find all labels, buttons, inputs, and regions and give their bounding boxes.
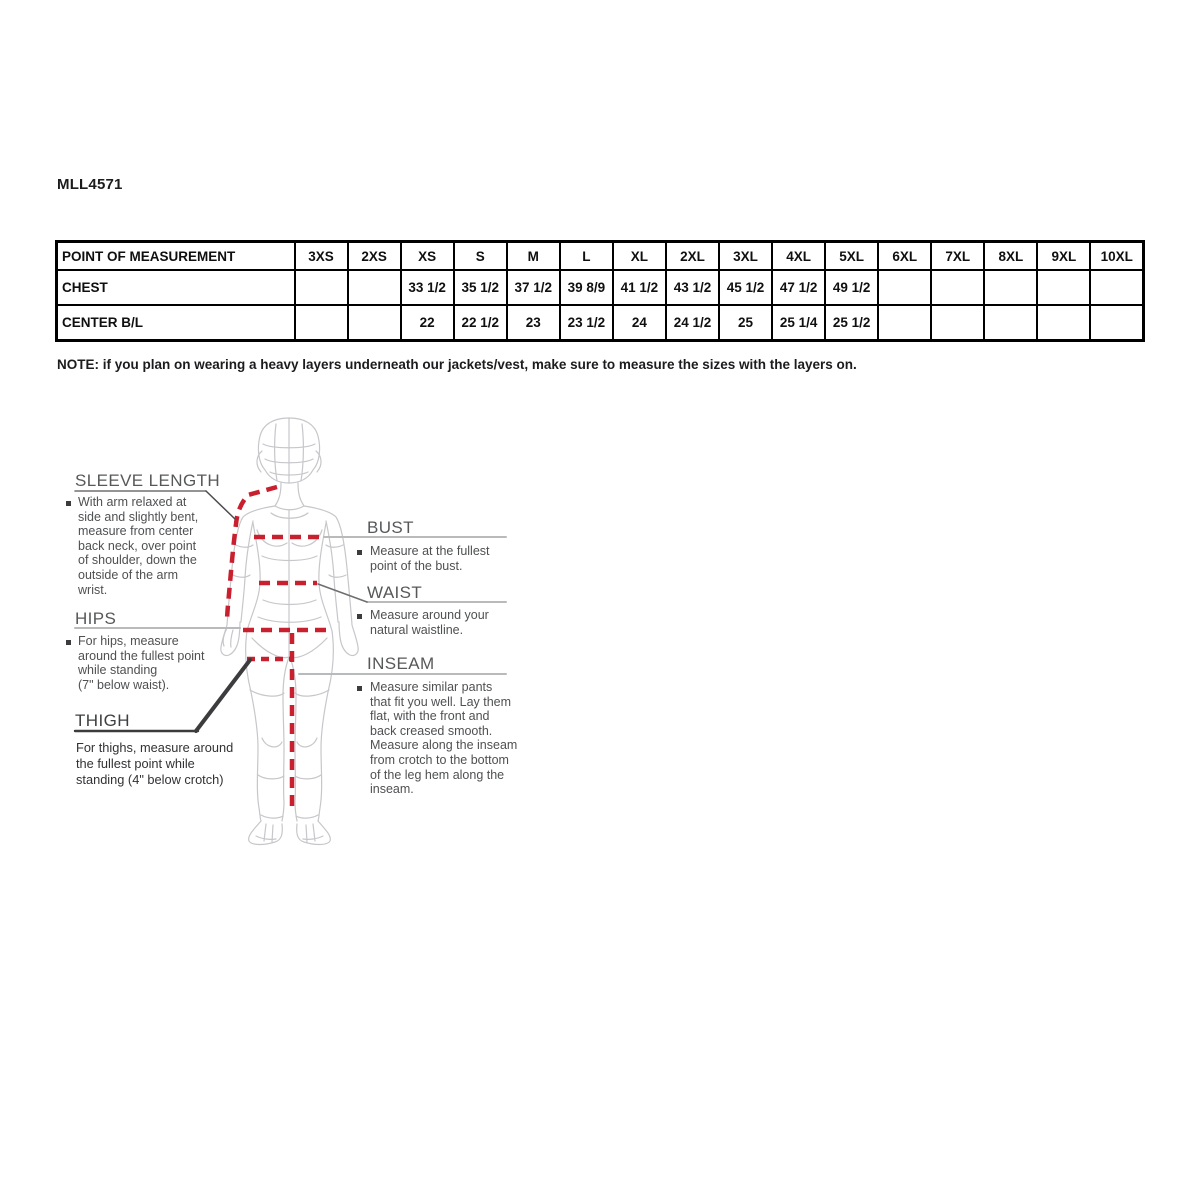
row-label: CHEST xyxy=(57,270,295,305)
measurement-value-cell: 43 1/2 xyxy=(666,270,719,305)
table-row xyxy=(57,305,1144,341)
measurement-value-cell: 25 1/4 xyxy=(772,305,825,341)
table-body xyxy=(57,270,1144,341)
square-bullet-icon xyxy=(66,501,71,506)
measurement-value-cell: 49 1/2 xyxy=(825,270,878,305)
measurement-value-cell: 23 1/2 xyxy=(560,305,613,341)
bust-heading: BUST xyxy=(367,518,414,537)
column-header-xs: XS xyxy=(401,242,454,271)
measurement-value-cell: 35 1/2 xyxy=(454,270,507,305)
column-header-m: M xyxy=(507,242,560,271)
measurement-value-cell xyxy=(295,305,348,341)
measurement-value-cell: 47 1/2 xyxy=(772,270,825,305)
measurement-value-cell: 24 1/2 xyxy=(666,305,719,341)
table-row xyxy=(57,270,1144,305)
column-header-point-of-measurement: POINT OF MEASUREMENT xyxy=(57,242,295,271)
measurement-value-cell: 39 8/9 xyxy=(560,270,613,305)
measurement-value-cell: 25 xyxy=(719,305,772,341)
measurement-value-cell xyxy=(348,305,401,341)
hips-heading: HIPS xyxy=(75,609,117,628)
measurement-value-cell: 23 xyxy=(507,305,560,341)
column-header-xl: XL xyxy=(613,242,666,271)
measurement-value-cell: 41 1/2 xyxy=(613,270,666,305)
waist-pointer-line xyxy=(318,584,367,602)
measurement-value-cell xyxy=(295,270,348,305)
sleeve-length-description: With arm relaxed at side and slightly bent, measure from center back neck, over point of shoulder, down the outside of the arm wrist. xyxy=(78,495,199,597)
column-header-3xl: 3XL xyxy=(719,242,772,271)
measurement-value-cell: 22 xyxy=(401,305,454,341)
measurement-value-cell: 24 xyxy=(613,305,666,341)
column-header-2xl: 2XL xyxy=(666,242,719,271)
column-header-6xl: 6XL xyxy=(878,242,931,271)
table-header-row xyxy=(57,242,1144,271)
thigh-heading: THIGH xyxy=(75,711,130,730)
column-header-7xl: 7XL xyxy=(931,242,984,271)
measurement-value-cell: 25 1/2 xyxy=(825,305,878,341)
measurement-value-cell xyxy=(348,270,401,305)
measurement-value-cell: 45 1/2 xyxy=(719,270,772,305)
measurement-value-cell xyxy=(878,270,931,305)
measurement-value-cell xyxy=(878,305,931,341)
note-text: NOTE: if you plan on wearing a heavy layers underneath our jackets/vest, make sure to measure the sizes with the layers on. xyxy=(57,357,857,372)
measurement-value-cell xyxy=(1037,270,1090,305)
inseam-heading: INSEAM xyxy=(367,654,435,673)
bust-description: Measure at the fullest point of the bust. xyxy=(370,544,490,573)
measurement-value-cell: 37 1/2 xyxy=(507,270,560,305)
square-bullet-icon xyxy=(66,640,71,645)
measurement-value-cell xyxy=(931,305,984,341)
page-title: MLL4571 xyxy=(57,176,123,193)
sleeve-length-heading: SLEEVE LENGTH xyxy=(75,471,221,490)
column-header-l: L xyxy=(560,242,613,271)
square-bullet-icon xyxy=(357,686,362,691)
size-measurement-table xyxy=(55,240,1145,342)
inseam-description: Measure similar pants that fit you well. Lay them flat, with the front and back creased smooth. Measure along the inseam from crotch to the bottom of the leg hem along the inseam. xyxy=(370,680,518,797)
column-header-3xs: 3XS xyxy=(295,242,348,271)
measurement-value-cell xyxy=(1037,305,1090,341)
column-header-9xl: 9XL xyxy=(1037,242,1090,271)
sleeve-measure-line xyxy=(227,487,277,623)
waist-description: Measure around your natural waistline. xyxy=(370,608,489,637)
measurement-value-cell: 22 1/2 xyxy=(454,305,507,341)
measurement-value-cell xyxy=(984,305,1037,341)
measurement-value-cell: 33 1/2 xyxy=(401,270,454,305)
square-bullet-icon xyxy=(357,550,362,555)
column-header-2xs: 2XS xyxy=(348,242,401,271)
thigh-description: For thighs, measure around the fullest point while standing (4" below crotch) xyxy=(76,740,234,787)
measurement-value-cell xyxy=(1090,305,1143,341)
row-label: CENTER B/L xyxy=(57,305,295,341)
hips-description: For hips, measure around the fullest point while standing (7" below waist). xyxy=(78,634,205,692)
column-header-8xl: 8XL xyxy=(984,242,1037,271)
measurement-value-cell xyxy=(984,270,1037,305)
measurement-value-cell xyxy=(931,270,984,305)
waist-heading: WAIST xyxy=(367,583,423,602)
column-header-s: S xyxy=(454,242,507,271)
square-bullet-icon xyxy=(357,614,362,619)
measurement-value-cell xyxy=(1090,270,1143,305)
column-header-5xl: 5XL xyxy=(825,242,878,271)
column-header-10xl: 10XL xyxy=(1090,242,1143,271)
column-header-4xl: 4XL xyxy=(772,242,825,271)
